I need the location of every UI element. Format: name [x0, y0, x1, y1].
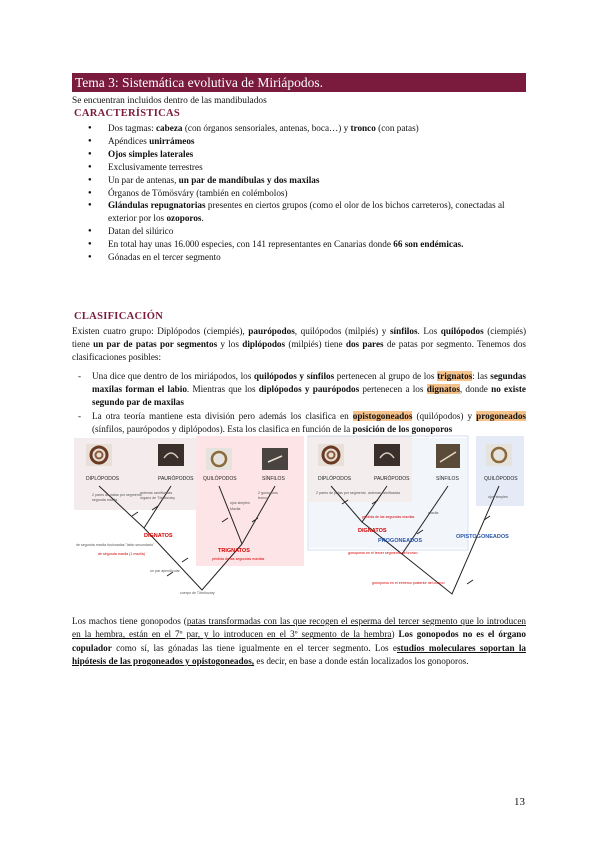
taxon-label: PAURÓPODOS	[158, 476, 194, 482]
list-item: ● Ojos simples laterales	[72, 148, 526, 161]
section-heading-caracteristicas: CARACTERÍSTICAS	[74, 108, 181, 119]
section-heading-clasificacion: CLASIFICACIÓN	[74, 311, 164, 322]
list-item: - La otra teoría mantiene esta división pero además los clasifica en opistogoneados (quilópodos) y progoneados (sínfilos, paurópodos y diplópodos). Esta los clasifica en función de la posición de los gonoporos	[72, 410, 526, 436]
list-item: - Una dice que dentro de los miriápodos, los quilópodos y sínfilos pertenecen al grupo de los trignatos: las segundas maxilas forman el labio. Mientras que los diplópodos y paurópodos pertenecen a los dignatos, donde no existe segundo par de maxilas	[72, 370, 526, 410]
list-item: ● Datan del silúrico	[72, 225, 526, 238]
svg-text:2 pares de patas por segmento: 2 pares de patas por segmento	[92, 493, 142, 497]
taxon-label: QUILÓPODOS	[203, 476, 237, 482]
list-item: ● En total hay unas 16.000 especies, con 141 representantes en Canarias donde 66 son endémicas.	[72, 238, 526, 251]
svg-text:2 pares de patas por segmento: 2 pares de patas por segmento	[316, 491, 366, 495]
svg-text:de segunda maxila (1 maxila): de segunda maxila (1 maxila)	[98, 552, 145, 556]
svg-text:gonoporos en el extremo poster: gonoporos en el extremo posterior del cuerpo	[372, 581, 445, 585]
svg-text:2 gonoporos: 2 gonoporos	[258, 491, 278, 495]
svg-text:ojos simples: ojos simples	[230, 501, 250, 505]
group-label-progoneados: PROGONEADOS	[378, 538, 423, 544]
title-bar	[72, 73, 526, 92]
classification-list	[72, 370, 526, 436]
left-cladogram	[74, 436, 304, 595]
taxon-label: SÍNFILOS	[262, 476, 285, 482]
list-item: ● Apéndices unirrámeos	[72, 135, 526, 148]
gonopodos-paragraph: Los machos tiene gonopodos (patas transformadas con las que recogen el esperma del tercer segmento que lo introducen en la hembra, están en el 7º par, y lo introducen en el 3º segmento de la hembra) Los gonopodos no es el órgano copulador como sí, las gónadas las tiene igualmente en el tercer segmento. Los estudios moleculares soportan la hipótesis de las progoneados y opistogoneados, es decir, en base a donde están localizados los gonoporos.	[72, 616, 526, 667]
list-item: ● Gónadas en el tercer segmento	[72, 251, 526, 264]
group-label-dignatos: DIGNATOS	[358, 528, 387, 534]
list-item: ● Órganos de Tömösváry (también en colémbolos)	[72, 187, 526, 200]
svg-text:cuerpo de Tömösváry: cuerpo de Tömösváry	[180, 591, 215, 595]
right-cladogram	[308, 436, 524, 594]
svg-text:antenas ramificadas: antenas ramificadas	[140, 491, 173, 495]
group-label-dignatos: DIGNATOS	[144, 533, 173, 539]
svg-text:segunda maxila: segunda maxila	[92, 498, 118, 502]
svg-text:pérdida de las segundas maxila: pérdida de las segundas maxilas	[362, 515, 415, 519]
list-item: ● Un par de antenas, un par de mandíbulas y dos maxilas	[72, 174, 526, 187]
intro-text: Se encuentran incluidos dentro de las mandibulados	[72, 96, 267, 106]
group-label-opistogoneados: OPISTOGONEADOS	[456, 534, 509, 540]
page-number: 13	[514, 796, 525, 808]
svg-text:de segunda maxila fusionadas ": de segunda maxila fusionadas "labio secundario"	[76, 543, 155, 547]
svg-text:ojos simples: ojos simples	[488, 495, 508, 499]
svg-text:un par apendicular: un par apendicular	[150, 569, 180, 573]
svg-text:tronco: tronco	[258, 496, 268, 500]
page-title: Tema 3: Sistemática evolutiva de Miriápodos.	[75, 75, 323, 90]
svg-text:órgano de Tömösváry: órgano de Tömösváry	[140, 496, 175, 500]
list-item: ● Dos tagmas: cabeza (con órganos sensoriales, antenas, boca…) y tronco (con patas)	[72, 122, 526, 135]
taxon-label: QUILÓPODOS	[484, 476, 518, 482]
pauropodo-photo	[374, 444, 400, 466]
taxon-label: DIPLÓPODOS	[318, 476, 352, 482]
caracteristicas-list	[72, 122, 526, 264]
phylogeny-figure	[72, 434, 526, 610]
svg-text:pérdida de las segundas maxila: pérdida de las segundas maxilas	[212, 557, 265, 561]
taxon-label: DIPLÓPODOS	[86, 476, 120, 482]
pauropodo-photo	[158, 444, 184, 466]
svg-text:gonoporos en el tercer segment: gonoporos en el tercer segmento del tronco	[348, 551, 418, 555]
taxon-label: PAURÓPODOS	[374, 476, 410, 482]
list-item: ● Glándulas repugnatorias presentes en ciertos grupos (como el olor de los bichos carreteros), conectadas al exterior por los ozoporos.	[72, 199, 526, 225]
taxon-label: SÍNFILOS	[436, 476, 459, 482]
svg-text:Maxila: Maxila	[230, 507, 241, 511]
sinfilo-photo	[436, 444, 460, 468]
group-label-trignatos: TRIGNATOS	[218, 548, 250, 554]
svg-text:antenas ramificadas: antenas ramificadas	[368, 491, 401, 495]
clasificacion-paragraph: Existen cuatro grupo: Diplópodos (ciempiés), paurópodos, quilópodos (milpiés) y sínfilos. Los quilópodos (ciempiés) tiene un par de patas por segmentos y los diplópodos (milpiés) tiene dos pares de patas por segmento. Tenemos dos clasificaciones posibles:	[72, 326, 526, 363]
svg-text:maxila: maxila	[428, 511, 439, 515]
list-item: ● Exclusivamente terrestres	[72, 161, 526, 174]
